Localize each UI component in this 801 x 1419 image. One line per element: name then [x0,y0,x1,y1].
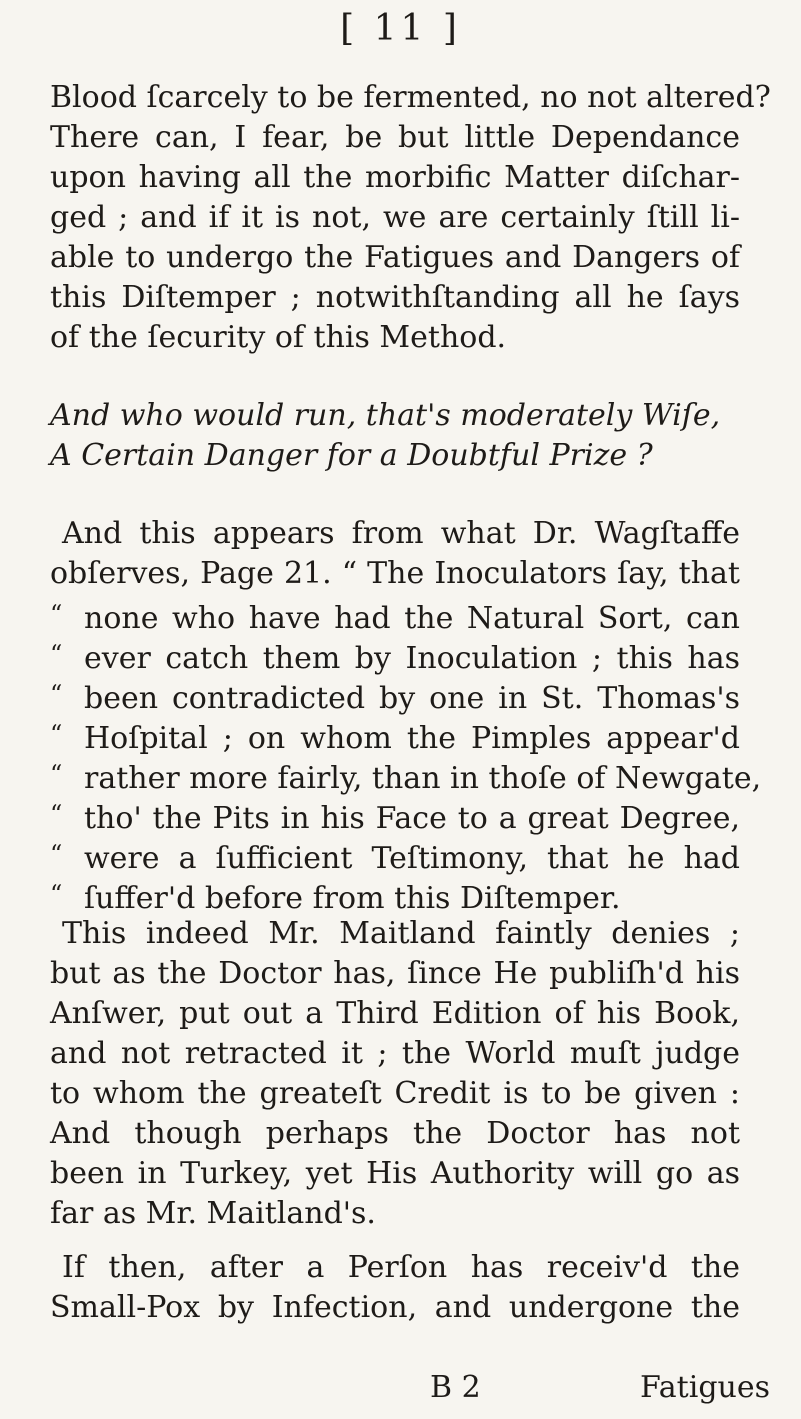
text-line: Small-Pox by Infection, and undergone the [50,1290,740,1325]
verse-line: And who would run, that's moderately Wiſe, [50,398,721,433]
text-line: Blood ſcarcely to be fermented, no not altered? [50,80,771,115]
verse-line: A Certain Danger for a Doubtful Prize ? [50,438,653,473]
quoted-line [50,674,740,719]
signature-mark: B 2 [430,1370,481,1405]
text-line: but as the Doctor has, ſince He publiſh'd his [50,956,740,991]
text-line: upon having all the morbific Matter diſchar- [50,160,740,195]
quoted-text: ſuffer'd before from this Diſtemper. [84,881,621,916]
quoted-text: none who have had the Natural Sort, can [84,601,740,636]
text-line: been in Turkey, yet His Authority will go as [50,1156,740,1191]
quoted-text: tho' the Pits in his Face to a great Degree, [84,801,740,836]
text-line: Anſwer, put out a Third Edition of his Book, [50,996,740,1031]
quoted-line [50,794,740,839]
quote-mark: “ [50,720,63,748]
text-line: There can, I fear, be but little Dependance [50,120,740,155]
text-line: able to undergo the Fatigues and Dangers of [50,240,740,275]
quote-mark: “ [50,840,63,868]
text-line: to whom the greateſt Credit is to be given : [50,1076,740,1111]
text-line: this Diſtemper ; notwithſtanding all he ſays [50,280,740,315]
quoted-text: been contradicted by one in St. Thomas's [84,681,740,716]
quote-mark: “ [50,600,63,628]
quoted-line [50,594,740,639]
catchword: Fatigues [640,1370,770,1405]
text-line: ged ; and if it is not, we are certainly ſtill li- [50,200,740,235]
quoted-text: were a ſufficient Teſtimony, that he had [84,841,740,876]
quote-mark: “ [50,680,63,708]
text-line: of the ſecurity of this Method. [50,320,507,355]
text-line: and not retracted it ; the World muſt judge [50,1036,740,1071]
page-number: [ 11 ] [340,8,461,49]
quoted-line [50,714,740,759]
quote-mark: “ [50,640,63,668]
text-line: far as Mr. Maitland's. [50,1196,376,1231]
quote-mark: “ [50,800,63,828]
quoted-line [50,834,740,879]
quote-mark: “ [50,880,63,908]
quoted-text: Hoſpital ; on whom the Pimples appear'd [84,721,740,756]
quoted-line [50,754,762,799]
quoted-line [50,634,740,679]
quoted-text: ever catch them by Inoculation ; this has [84,641,740,676]
text-line: And though perhaps the Doctor has not [50,1116,740,1151]
quoted-text: rather more fairly, than in thoſe of Newgate, [84,761,762,796]
text-line: This indeed Mr. Maitland faintly denies ; [62,916,740,951]
text-line: obſerves, Page 21. “ The Inoculators ſay, that [50,556,740,591]
quoted-line [50,874,740,919]
quote-mark: “ [50,760,63,788]
text-line: And this appears from what Dr. Wagſtaffe [62,516,740,551]
text-line: If then, after a Perſon has receiv'd the [62,1250,740,1285]
